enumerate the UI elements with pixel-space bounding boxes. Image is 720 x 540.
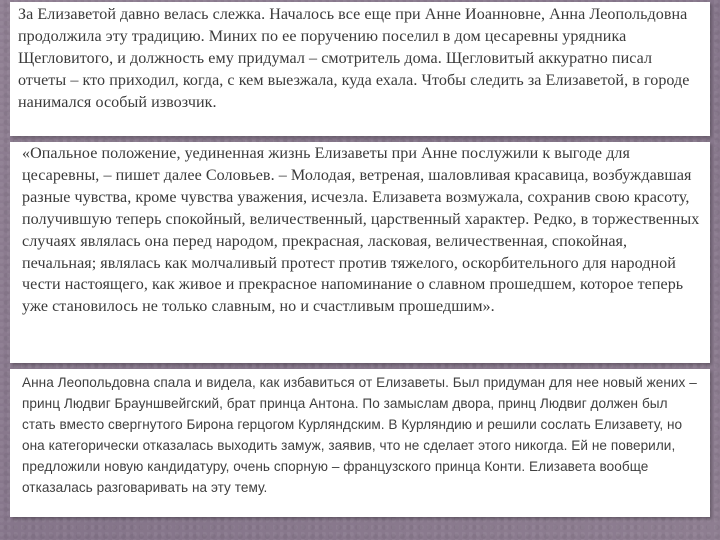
paragraph-soloviev-quote: «Опальное положение, уединенная жизнь Елизаветы при Анне послужили к выгоде для цесаревны, – пишет далее Соловьев. – Молодая, ветреная, шаловливая красавица, возбуждавшая разные чувства, кроме чувства уважения, исчезла. Елизавета возмужала, сохранив свою красоту, получившую теперь спокойный, величественный, царственный характер. Редко, в торжественных случаях являлась она перед народом, прекрасная, ласковая, величественная, спокойная, печальная; являлась как молчаливый протест против тяжелого, оскорбительного для народной чести настоящего, как живое и прекрасное напоминание о славном прошедшем, которое теперь уже становилось не только славным, но и счастливым прошедшим». xyxy=(22,145,700,316)
text-box-soloviev-quote xyxy=(10,142,710,363)
paragraph-marriage-plans: Анна Леопольдовна спала и видела, как избавиться от Елизаветы. Был придуман для нее новый жених – принц Людвиг Брауншвейгский, брат принца Антона. По замыслам двора, принц Людвиг должен был стать вместо свергнутого Бирона герцогом Курляндским. В Курляндию и решили сослать Елизавету, но она категорически отказалась выходить замуж, заявив, что не сделает этого никогда. Ей не поверили, предложили новую кандидатуру, очень спорную – французского принца Конти. Елизавета вообще отказалась разговаривать на эту тему. xyxy=(22,375,697,495)
text-box-surveillance xyxy=(10,2,710,136)
text-box-marriage-plans xyxy=(10,369,710,517)
paragraph-surveillance: За Елизаветой давно велась слежка. Началось все еще при Анне Иоанновне, Анна Леопольдовна продолжила эту традицию. Миних по ее поручению поселил в дом цесаревны урядника Щегловитого, и должность ему придумал – смотритель дома. Щегловитый аккуратно писал отчеты – кто приходил, когда, с кем выезжала, куда ехала. Чтобы следить за Елизаветой, в городе нанимался особый извозчик. xyxy=(18,6,690,111)
